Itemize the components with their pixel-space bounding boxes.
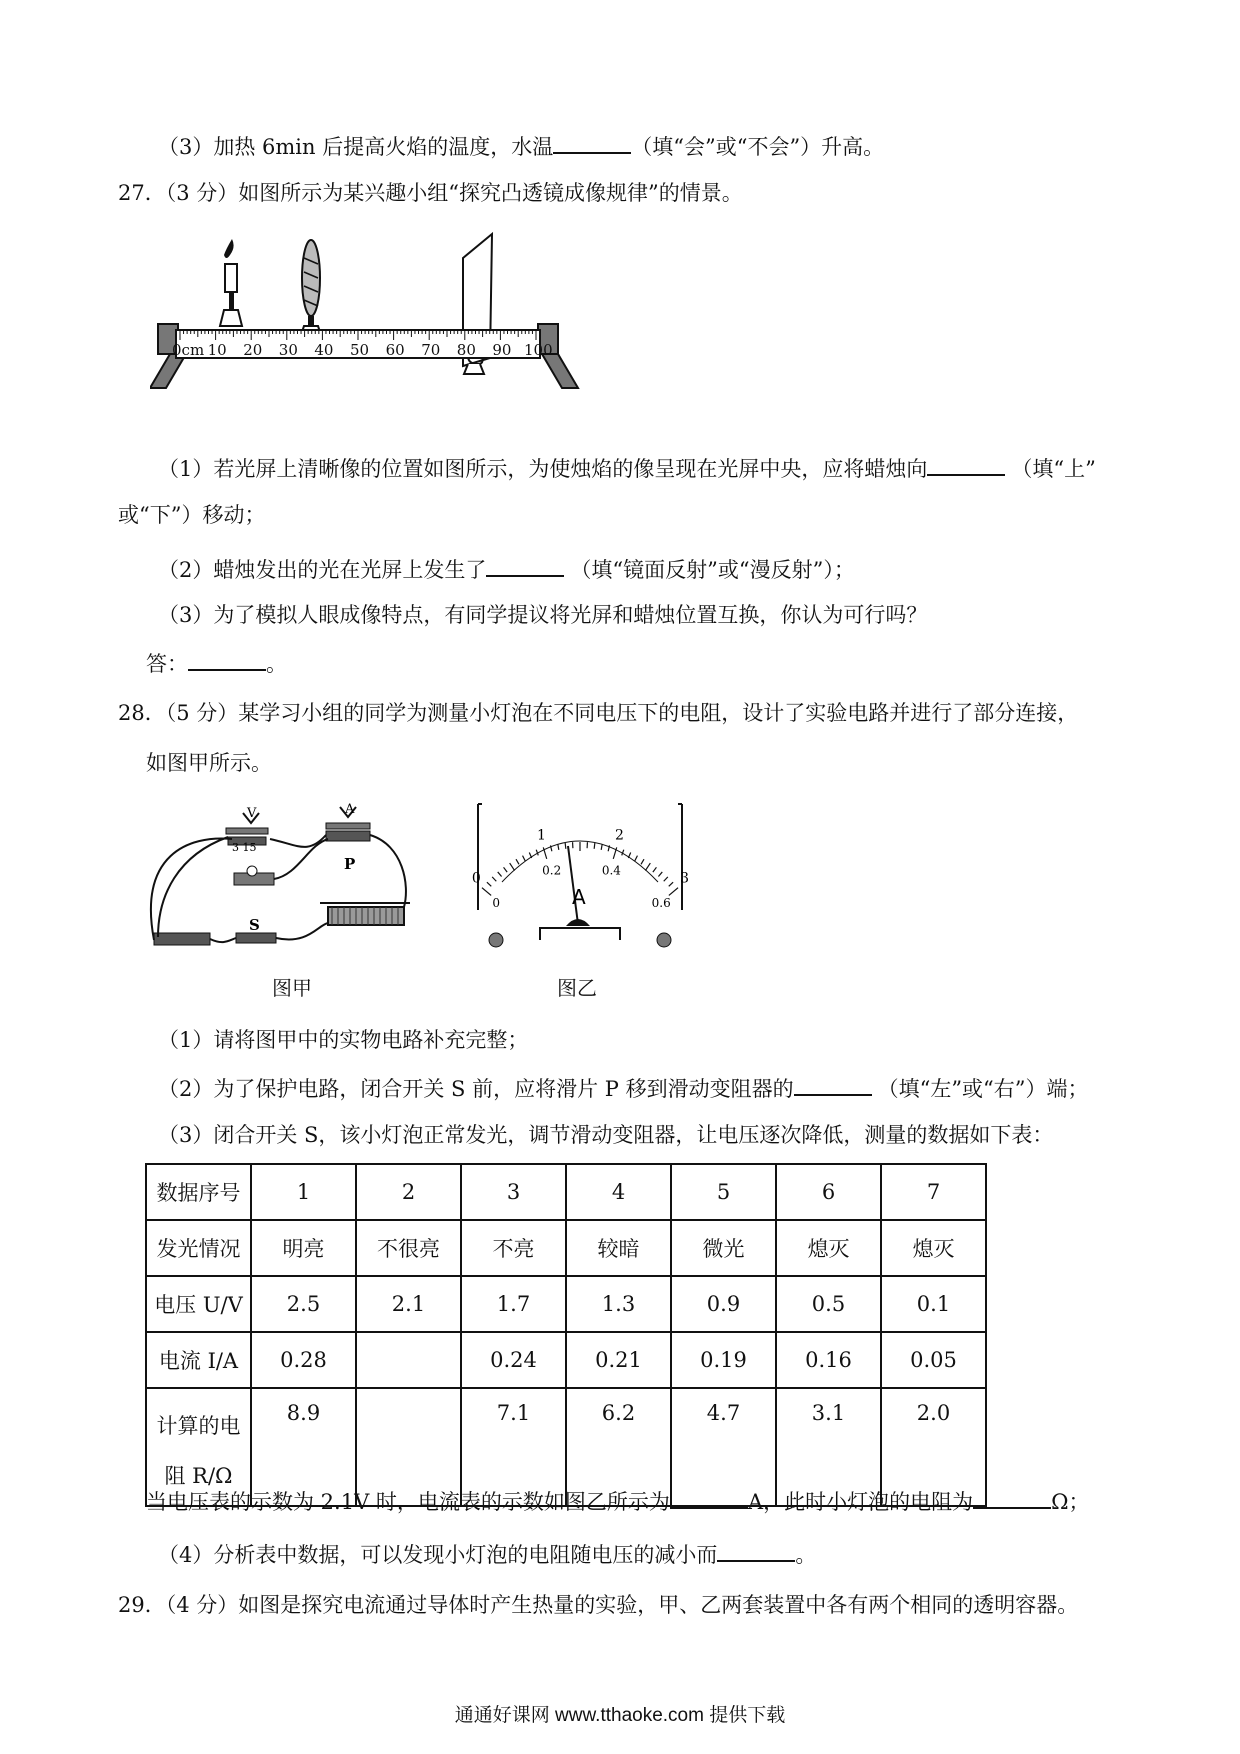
answer-blank[interactable]: [927, 452, 1005, 476]
dial-tick: [504, 867, 508, 872]
table-cell: 6.2: [566, 1388, 671, 1506]
table-row: [146, 1332, 986, 1388]
dial-tick: [594, 843, 595, 849]
rheostat: [328, 907, 404, 925]
table-cell: 明亮: [251, 1220, 356, 1276]
table-cell: 1: [251, 1164, 356, 1220]
dial-bottom-label: 0.4: [601, 863, 621, 878]
dial-tick: [664, 877, 668, 881]
q28-part2-text: （2）为了保护电路，闭合开关 S 前，应将滑片 P 移到滑动变阻器的: [158, 1077, 794, 1101]
answer-blank[interactable]: [973, 1485, 1051, 1509]
table-row-header: 电压 U/V: [146, 1276, 251, 1332]
optical-bench-figure: [150, 228, 650, 433]
dial-bottom-label: 0.2: [542, 863, 562, 878]
dial-top-label: 1: [536, 827, 546, 844]
voltmeter-terminals: 3 15: [232, 841, 257, 854]
dial-tick: [523, 856, 526, 861]
table-cell: 4: [566, 1164, 671, 1220]
q27-stem: 27．（3 分）如图所示为某兴趣小组“探究凸透镜成像规律”的情景。: [118, 181, 743, 205]
table-cell: 不很亮: [356, 1220, 461, 1276]
table-cell: 6: [776, 1164, 881, 1220]
dial-tick: [635, 856, 638, 861]
table-cell: 7.1: [461, 1388, 566, 1506]
q26-part3: [158, 130, 884, 162]
table-row-header: 发光情况: [146, 1220, 251, 1276]
table-cell: 0.16: [776, 1332, 881, 1388]
q28-part3: （3）闭合开关 S，该小灯泡正常发光，调节滑动变阻器，让电压逐次降低，测量的数据如下表：: [158, 1123, 1054, 1147]
q28-stem: 28．（5 分）某学习小组的同学为测量小灯泡在不同电压下的电阻，设计了实验电路并进行了部分连接，: [118, 701, 1079, 725]
answer-blank[interactable]: [188, 647, 266, 671]
ruler-label: 20: [243, 341, 263, 359]
table-cell: 5: [671, 1164, 776, 1220]
dial-tick: [653, 867, 657, 872]
q27-part1-cont: 或“下”）移动；: [118, 503, 266, 527]
battery: [154, 933, 210, 945]
q28-stem-cont: 如图甲所示。: [146, 751, 272, 775]
q28-part2: [158, 1072, 1089, 1104]
q28-part4-text: （4）分析表中数据，可以发现小灯泡的电阻随电压的减小而: [158, 1543, 718, 1567]
dial-tick: [601, 844, 602, 850]
q28-part4-tail: 。: [795, 1543, 817, 1567]
ammeter-dial-figure: [470, 800, 690, 960]
q27-part1-tail: （填“上”: [1011, 457, 1096, 481]
ruler-label: 40: [314, 341, 334, 359]
table-cell: 0.19: [671, 1332, 776, 1388]
table-cell: 4.7: [671, 1388, 776, 1506]
q28-after-text: 当电压表的示数为 2.1V 时，电流表的示数如图乙所示为: [146, 1490, 670, 1514]
table-cell: 较暗: [566, 1220, 671, 1276]
ruler-label: 0cm: [172, 341, 205, 359]
table-cell: 0.21: [566, 1332, 671, 1388]
ruler-label: 50: [350, 341, 370, 359]
voltmeter-letter: V: [247, 806, 257, 821]
caption-yi: 图乙: [557, 976, 597, 1000]
table-cell: 0.5: [776, 1276, 881, 1332]
table-cell: 熄灭: [881, 1220, 986, 1276]
data-table: [145, 1163, 987, 1507]
ruler-label: 60: [385, 341, 405, 359]
table-cell: 3: [461, 1164, 566, 1220]
table-row: [146, 1220, 986, 1276]
table-cell: 2: [356, 1164, 461, 1220]
table-row-header: 数据序号: [146, 1164, 251, 1220]
dial-tick: [492, 877, 496, 881]
table-cell: 0.05: [881, 1332, 986, 1388]
q27-part2: [158, 553, 855, 585]
q28-after-mid: A，此时小灯泡的电阻为: [747, 1490, 974, 1514]
table-cell: 1.7: [461, 1276, 566, 1332]
left-terminal: [489, 933, 503, 947]
dial-top-label: 2: [615, 827, 624, 844]
table-cell: 7: [881, 1164, 986, 1220]
dial-tick: [658, 872, 662, 877]
dial-tick: [558, 844, 559, 850]
table-cell: 8.9: [251, 1388, 356, 1506]
ammeter-letter: A: [345, 802, 355, 817]
table-cell: 0.1: [881, 1276, 986, 1332]
dial-top-label: 0: [471, 870, 481, 887]
page-footer: 通通好课网 www.tthaoke.com 提供下载: [454, 1705, 786, 1726]
table-cell: 2.1: [356, 1276, 461, 1332]
answer-blank[interactable]: [794, 1072, 872, 1096]
q28-part4: [158, 1538, 816, 1570]
caption-jia: 图甲: [272, 976, 312, 1000]
table-cell: 熄灭: [776, 1220, 881, 1276]
dial-tick: [641, 859, 644, 864]
dial-tick: [510, 863, 515, 871]
dial-tick: [516, 859, 519, 864]
dial-unit-letter: A: [572, 885, 586, 909]
q28-after-tail: Ω；: [1051, 1490, 1090, 1514]
answer-blank[interactable]: [553, 130, 631, 154]
q26-part3-tail: （填“会”或“不会”）升高。: [631, 135, 885, 159]
switch-label: S: [249, 916, 260, 934]
dial-top-label: 3: [680, 870, 690, 887]
dial-tick: [487, 882, 491, 886]
answer-label: 答：: [146, 652, 188, 676]
dial-tick: [669, 888, 678, 896]
table-cell: 0.28: [251, 1332, 356, 1388]
circuit-figure: [148, 795, 418, 960]
dial-bottom-label: 0: [492, 896, 500, 911]
ruler-label: 30: [278, 341, 298, 359]
candle-flame: [224, 239, 234, 258]
candle: [225, 264, 237, 292]
ruler-label: 100: [524, 341, 553, 359]
answer-blank[interactable]: [486, 553, 564, 577]
dial-tick: [565, 843, 566, 849]
table-cell: 0.9: [671, 1276, 776, 1332]
answer-blank[interactable]: [717, 1538, 795, 1562]
switch: [236, 933, 276, 943]
dial-tick: [482, 888, 491, 896]
table-cell: 3.1: [776, 1388, 881, 1506]
slider-label: P: [344, 855, 356, 873]
ruler-label: 90: [492, 341, 512, 359]
table-cell[interactable]: [356, 1332, 461, 1388]
ruler-label: 80: [456, 341, 476, 359]
table-row: [146, 1276, 986, 1332]
q29-stem: 29．（4 分）如图是探究电流通过导体时产生热量的实验，甲、乙两套装置中各有两个相同的透明容器。: [118, 1593, 1079, 1617]
q27-part1: [158, 452, 1096, 484]
q28-part1: （1）请将图甲中的实物电路补充完整；: [158, 1028, 529, 1052]
q26-part3-text: （3）加热 6min 后提高火焰的温度，水温: [158, 135, 554, 159]
answer-blank[interactable]: [670, 1485, 748, 1509]
dial-tick: [669, 882, 673, 886]
voltmeter: [226, 806, 268, 854]
table-cell: 0.24: [461, 1332, 566, 1388]
dial-tick: [645, 863, 650, 871]
table-row-header: 电流 I/A: [146, 1332, 251, 1388]
table-cell: 微光: [671, 1220, 776, 1276]
table-row-header: 计算的电阻 R/Ω: [146, 1388, 251, 1506]
ruler-label: 10: [207, 341, 227, 359]
table-cell: 2.5: [251, 1276, 356, 1332]
ruler-label: 70: [421, 341, 441, 359]
table-row: [146, 1164, 986, 1220]
q27-part2-text: （2）蜡烛发出的光在光屏上发生了: [158, 558, 487, 582]
dial-bottom-label: 0.6: [651, 896, 671, 911]
right-terminal: [657, 933, 671, 947]
q27-part3: （3）为了模拟人眼成像特点，有同学提议将光屏和蜡烛位置互换，你认为可行吗？: [158, 603, 928, 627]
q28-part2-tail: （填“左”或“右”）端；: [877, 1077, 1089, 1101]
q27-part1-text: （1）若光屏上清晰像的位置如图所示，为使烛焰的像呈现在光屏中央，应将蜡烛向: [158, 457, 928, 481]
ammeter: [326, 802, 370, 841]
q28-after-table: [146, 1485, 1090, 1517]
table-cell: 不亮: [461, 1220, 566, 1276]
dial-tick: [498, 872, 502, 877]
q27-part2-tail: （填“镜面反射”或“漫反射”）；: [570, 558, 855, 582]
answer-period: 。: [266, 652, 287, 676]
table-cell: 1.3: [566, 1276, 671, 1332]
table-cell: 2.0: [881, 1388, 986, 1506]
q27-answer: [146, 647, 287, 679]
